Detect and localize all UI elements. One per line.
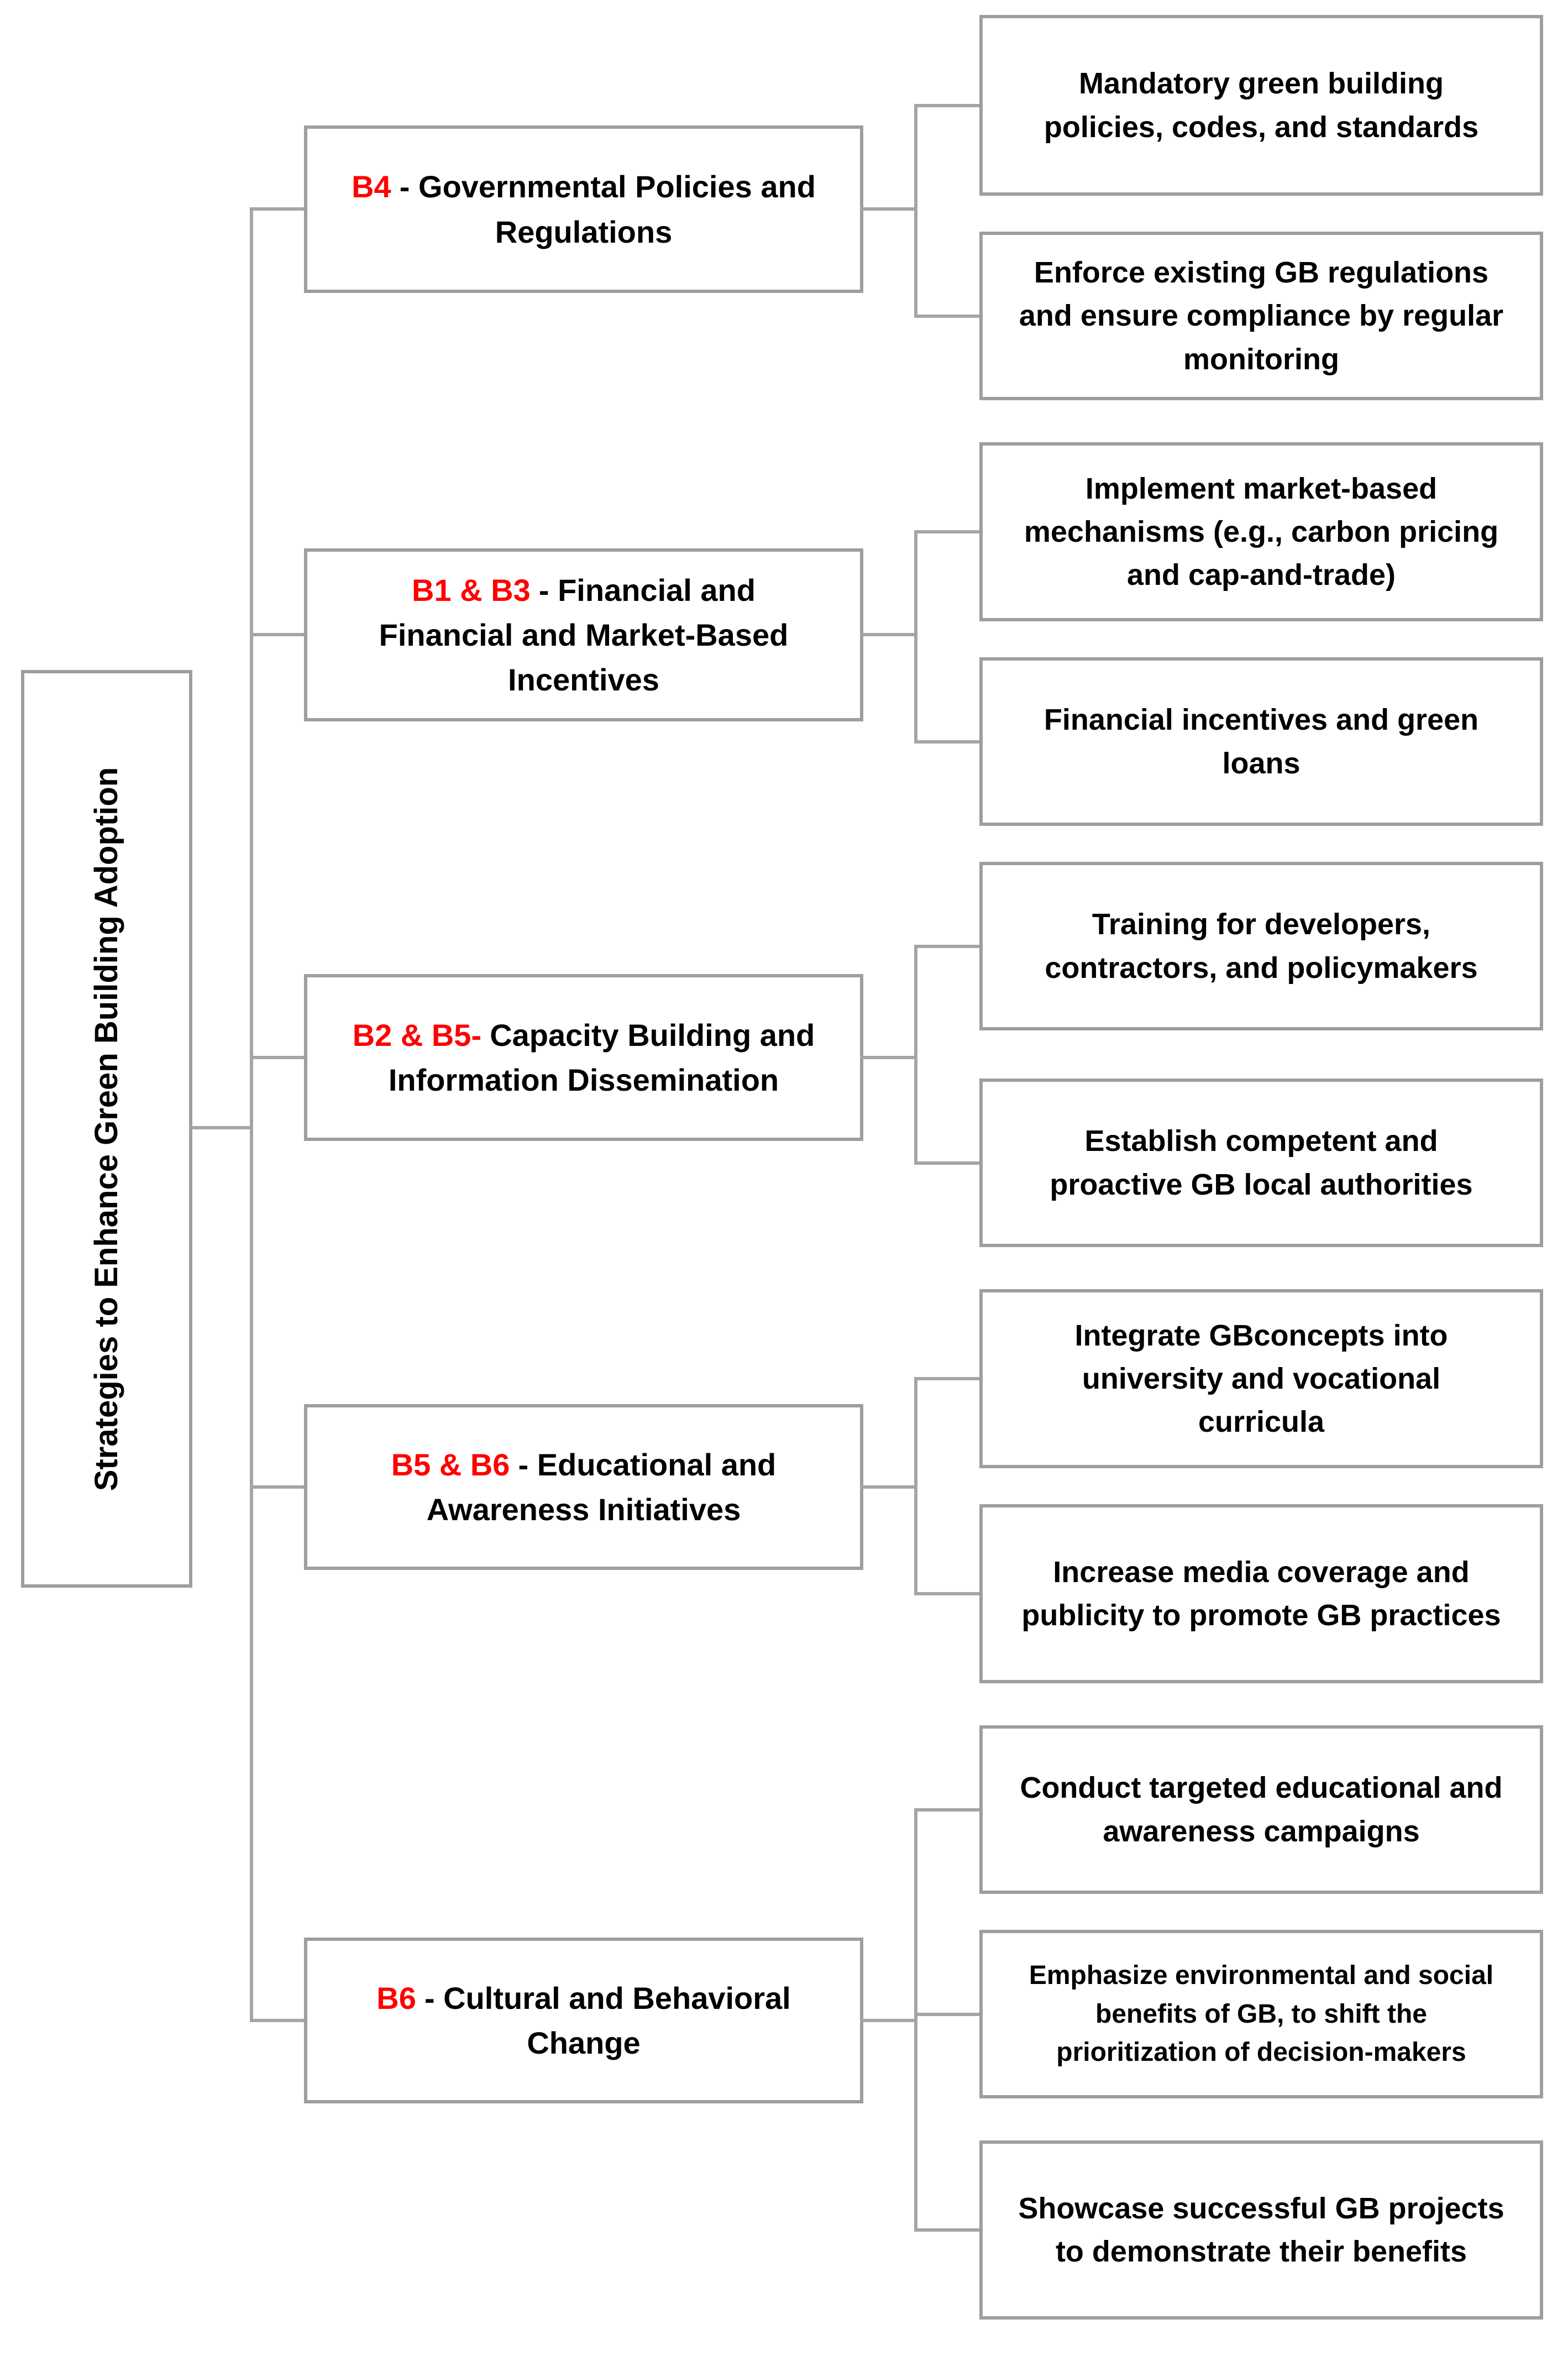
connector-line (860, 633, 917, 636)
connector-line (860, 207, 917, 211)
connector-line (250, 1056, 304, 1059)
strategy-box-enforce-regulations (979, 232, 1543, 400)
root-box (21, 670, 192, 1588)
branch-code: B5 & B6 (391, 1447, 510, 1482)
connector-line (250, 633, 304, 636)
strategy-box-market-mechanisms (979, 442, 1543, 621)
strategy-box-local-authorities (979, 1079, 1543, 1247)
branch-label (346, 1442, 821, 1532)
branch-label (346, 164, 821, 254)
connector-line (916, 1592, 979, 1595)
strategy-box-training (979, 862, 1543, 1030)
connector-line (250, 207, 253, 2022)
connector-line (916, 1161, 979, 1165)
branch-box-governmental-policies (304, 125, 863, 293)
branch-code: B4 (352, 169, 391, 205)
branch-title: - Cultural and Behavioral Change (424, 1980, 791, 2060)
strategy-box-showcase-projects (979, 2140, 1543, 2320)
branch-box-educational-awareness (304, 1404, 863, 1570)
branch-title: - Educational and Awareness Initiatives (426, 1447, 777, 1527)
branch-code: B1 & B3 (412, 572, 531, 608)
connector-line (914, 104, 917, 318)
connector-line (916, 740, 979, 744)
connector-line (916, 1377, 979, 1380)
strategy-label: Training for developers, contractors, and policymakers (1045, 908, 1478, 985)
branch-title: - Financial and Financial and Market-Based Incentives (379, 572, 789, 698)
strategy-box-media-coverage (979, 1504, 1543, 1683)
strategy-box-financial-incentives-loans (979, 657, 1543, 826)
connector-line (916, 2013, 979, 2016)
connector-line (914, 530, 917, 744)
connector-line (916, 945, 979, 948)
strategy-label: Mandatory green building policies, codes, and standards (1043, 67, 1479, 144)
branch-label (346, 1013, 821, 1102)
strategy-label: Implement market-based mechanisms (e.g., carbon pricing and cap-and-trade) (1024, 472, 1499, 592)
connector-line (914, 1808, 917, 2232)
connector-line (914, 945, 917, 1165)
connector-line (860, 1485, 917, 1489)
strategy-label: Increase media coverage and publicity to promote GB practices (1021, 1555, 1501, 1632)
strategy-box-emphasize-benefits (979, 1930, 1543, 2098)
strategy-label: Showcase successful GB projects to demonstrate their benefits (1018, 2191, 1504, 2268)
branch-title: Capacity Building and Information Dissemination (388, 1017, 815, 1097)
branch-title: - Governmental Policies and Regulations (399, 169, 816, 249)
connector-line (250, 2019, 304, 2022)
strategy-label: Enforce existing GB regulations and ensure compliance by regular monitoring (1019, 256, 1504, 376)
root-label: Strategies to Enhance Green Building Adoption (88, 767, 125, 1491)
strategy-box-curricula (979, 1289, 1543, 1468)
branch-code: B6 (376, 1980, 416, 2016)
strategy-label: Integrate GBconcepts into university and vocational curricula (1074, 1318, 1448, 1439)
branch-box-financial-incentives (304, 548, 863, 721)
connector-line (860, 2019, 917, 2022)
branch-box-cultural-behavioral (304, 1938, 863, 2103)
connector-line (916, 530, 979, 533)
connector-line (916, 2228, 979, 2232)
connector-line (860, 1056, 917, 1059)
connector-line (914, 1377, 917, 1595)
connector-line (190, 1126, 253, 1129)
strategy-label: Emphasize environmental and social benefits of GB, to shift the prioritization of decision-makers (1029, 1961, 1494, 2067)
connector-line (250, 1485, 304, 1489)
strategy-box-mandatory-policies (979, 15, 1543, 196)
strategy-label: Financial incentives and green loans (1043, 703, 1479, 780)
strategy-label: Establish competent and proactive GB local authorities (1050, 1124, 1473, 1201)
connector-line (916, 104, 979, 107)
strategy-label: Conduct targeted educational and awareness campaigns (1020, 1771, 1503, 1848)
connector-line (916, 1808, 979, 1812)
branch-box-capacity-building (304, 974, 863, 1141)
connector-line (916, 315, 979, 318)
connector-line (250, 207, 304, 211)
strategy-box-campaigns (979, 1725, 1543, 1894)
branch-code: B2 & B5- (352, 1017, 482, 1053)
branch-label (346, 1976, 821, 2065)
branch-label (346, 568, 821, 703)
